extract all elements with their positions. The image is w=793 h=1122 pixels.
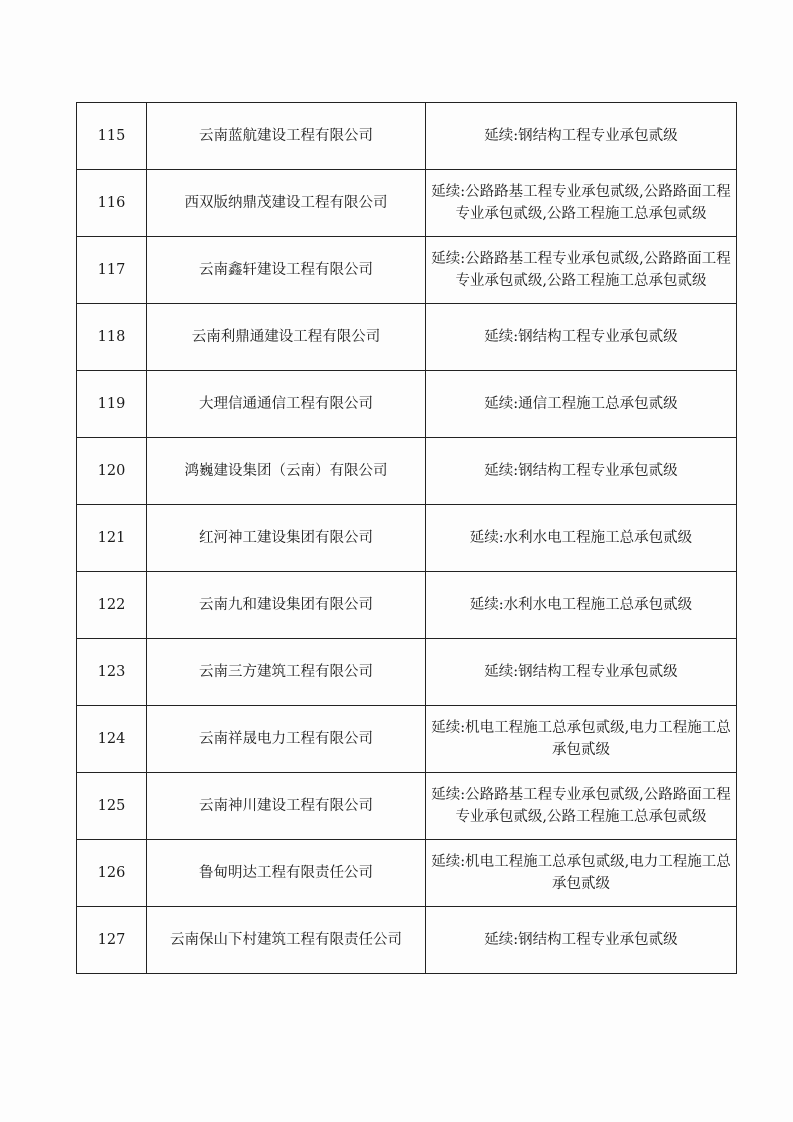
company-name: 云南保山下村建筑工程有限责任公司 [147,907,426,974]
table-row [77,572,737,639]
qualification-scope-cell [426,304,737,371]
company-name: 云南九和建设集团有限公司 [147,572,426,639]
table-row [77,773,737,840]
qualification-scope: 延续:公路路基工程专业承包贰级,公路路面工程专业承包贰级,公路工程施工总承包贰级 [431,251,731,289]
qualification-table [76,102,737,974]
company-name: 鸿巍建设集团（云南）有限公司 [147,438,426,505]
qualification-scope-cell [426,103,737,170]
table-row [77,639,737,706]
company-name: 云南祥晟电力工程有限公司 [147,706,426,773]
qualification-scope-cell [426,706,737,773]
qualification-scope: 延续:机电工程施工总承包贰级,电力工程施工总承包贰级 [431,720,731,758]
qualification-scope-cell [426,907,737,974]
row-number: 127 [77,907,147,974]
company-name: 大理信通通信工程有限公司 [147,371,426,438]
row-number: 125 [77,773,147,840]
qualification-scope: 延续:水利水电工程施工总承包贰级 [469,530,693,546]
qualification-scope: 延续:水利水电工程施工总承包贰级 [469,597,693,613]
qualification-scope-cell [426,371,737,438]
qualification-scope: 延续:公路路基工程专业承包贰级,公路路面工程专业承包贰级,公路工程施工总承包贰级 [431,787,731,825]
company-name: 红河神工建设集团有限公司 [147,505,426,572]
table-row [77,438,737,505]
table-row [77,170,737,237]
row-number: 124 [77,706,147,773]
qualification-scope: 延续:通信工程施工总承包贰级 [484,396,678,412]
qualification-scope-cell [426,170,737,237]
row-number: 126 [77,840,147,907]
qualification-scope-cell [426,840,737,907]
qualification-scope: 延续:钢结构工程专业承包贰级 [484,128,678,144]
company-name: 云南利鼎通建设工程有限公司 [147,304,426,371]
table-row [77,103,737,170]
row-number: 119 [77,371,147,438]
qualification-scope-cell [426,572,737,639]
table-body [77,103,737,974]
company-name: 云南蓝航建设工程有限公司 [147,103,426,170]
qualification-scope-cell [426,773,737,840]
row-number: 116 [77,170,147,237]
row-number: 122 [77,572,147,639]
table-row [77,505,737,572]
company-name: 鲁甸明达工程有限责任公司 [147,840,426,907]
row-number: 123 [77,639,147,706]
company-name: 云南神川建设工程有限公司 [147,773,426,840]
qualification-scope-cell [426,438,737,505]
qualification-scope-cell [426,237,737,304]
table-row [77,371,737,438]
row-number: 120 [77,438,147,505]
row-number: 115 [77,103,147,170]
table-row [77,706,737,773]
row-number: 121 [77,505,147,572]
row-number: 118 [77,304,147,371]
qualification-scope: 延续:机电工程施工总承包贰级,电力工程施工总承包贰级 [431,854,731,892]
qualification-scope: 延续:钢结构工程专业承包贰级 [484,463,678,479]
qualification-scope-cell [426,639,737,706]
table-row [77,840,737,907]
company-name: 云南三方建筑工程有限公司 [147,639,426,706]
company-name: 西双版纳鼎茂建设工程有限公司 [147,170,426,237]
qualification-scope: 延续:公路路基工程专业承包贰级,公路路面工程专业承包贰级,公路工程施工总承包贰级 [431,184,731,222]
qualification-scope: 延续:钢结构工程专业承包贰级 [484,664,678,680]
table-row [77,237,737,304]
qualification-scope-cell [426,505,737,572]
company-name: 云南鑫轩建设工程有限公司 [147,237,426,304]
table-row [77,907,737,974]
row-number: 117 [77,237,147,304]
table-row [77,304,737,371]
qualification-scope: 延续:钢结构工程专业承包贰级 [484,329,678,345]
qualification-scope: 延续:钢结构工程专业承包贰级 [484,932,678,948]
